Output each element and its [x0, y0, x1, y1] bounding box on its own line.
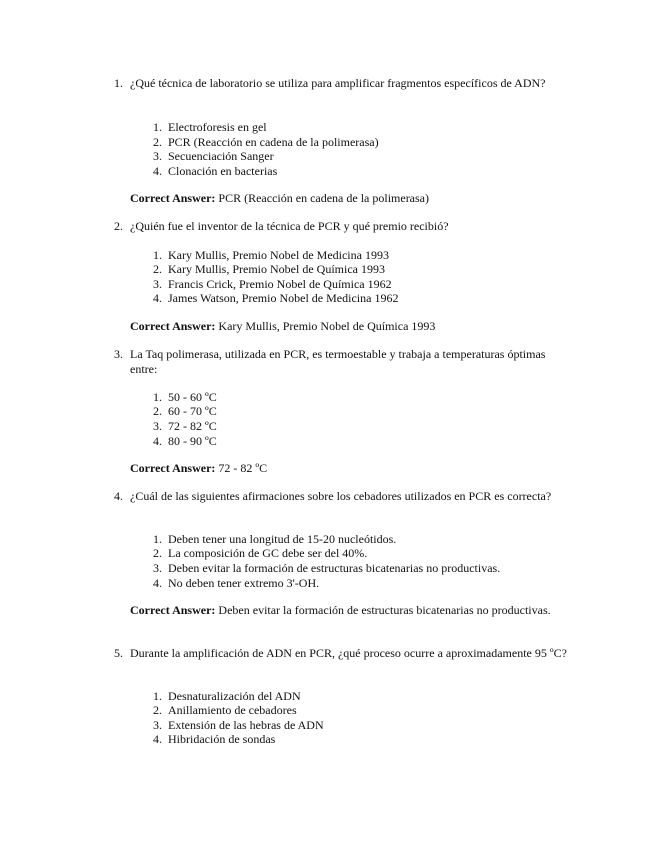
option-number: 3. [153, 149, 162, 163]
question-text: Durante la amplificación de ADN en PCR, ¿qué proceso ocurre a aproximadamente 95 ºC? [130, 646, 567, 660]
option-number: 2. [153, 546, 162, 560]
option-item [0, 561, 655, 576]
option-item [0, 703, 655, 718]
option-number: 3. [153, 561, 162, 575]
option-item [0, 576, 655, 591]
option-text: Francis Crick, Premio Nobel de Química 1962 [168, 277, 392, 291]
option-item [0, 291, 655, 306]
option-number: 2. [153, 262, 162, 276]
correct-answer-text: 72 - 82 ºC [218, 461, 268, 475]
option-text: 80 - 90 ºC [168, 434, 217, 448]
option-text: Kary Mullis, Premio Nobel de Química 1993 [168, 262, 385, 276]
correct-answer [130, 461, 570, 476]
correct-answer-label: Correct Answer: [130, 461, 216, 475]
option-number: 1. [153, 390, 162, 404]
option-item [0, 262, 655, 277]
question-number: 5. [114, 646, 123, 660]
option-text: Deben evitar la formación de estructuras bicatenarias no productivas. [168, 561, 501, 575]
option-number: 1. [153, 248, 162, 262]
question-text: ¿Qué técnica de laboratorio se utiliza para amplificar fragmentos específicos de ADN? [130, 76, 546, 90]
option-item [0, 277, 655, 292]
question-number: 4. [114, 489, 123, 503]
option-item [0, 120, 655, 135]
question-number: 2. [114, 219, 123, 233]
option-item [0, 164, 655, 179]
option-text: Secuenciación Sanger [168, 149, 274, 163]
option-text: 72 - 82 ºC [168, 419, 217, 433]
question-number: 1. [114, 76, 123, 90]
option-item [0, 149, 655, 164]
option-number: 4. [153, 576, 162, 590]
option-number: 3. [153, 718, 162, 732]
option-item [0, 434, 655, 449]
option-item [0, 390, 655, 405]
option-text: Deben tener una longitud de 15-20 nucleótidos. [168, 532, 397, 546]
correct-answer-text: Deben evitar la formación de estructuras bicatenarias no productivas. [218, 603, 551, 617]
option-text: La composición de GC debe ser del 40%. [168, 546, 368, 560]
correct-answer [130, 603, 570, 618]
option-item [0, 419, 655, 434]
option-text: 60 - 70 ºC [168, 404, 217, 418]
correct-answer-label: Correct Answer: [130, 191, 216, 205]
option-text: Extensión de las hebras de ADN [168, 718, 324, 732]
question-text: ¿Quién fue el inventor de la técnica de PCR y qué premio recibió? [130, 219, 449, 233]
option-number: 1. [153, 689, 162, 703]
correct-answer [130, 191, 570, 206]
option-item [0, 404, 655, 419]
option-text: James Watson, Premio Nobel de Medicina 1962 [168, 291, 399, 305]
option-item [0, 546, 655, 561]
option-text: Desnaturalización del ADN [168, 689, 301, 703]
option-text: Kary Mullis, Premio Nobel de Medicina 1993 [168, 248, 389, 262]
option-number: 4. [153, 164, 162, 178]
option-number: 2. [153, 135, 162, 149]
option-text: Clonación en bacterias [168, 164, 278, 178]
option-number: 2. [153, 703, 162, 717]
correct-answer-label: Correct Answer: [130, 603, 216, 617]
correct-answer-text: PCR (Reacción en cadena de la polimerasa) [218, 191, 430, 205]
option-number: 4. [153, 732, 162, 746]
correct-answer-label: Correct Answer: [130, 319, 216, 333]
option-text: No deben tener extremo 3'-OH. [168, 576, 320, 590]
option-item [0, 532, 655, 547]
option-text: PCR (Reacción en cadena de la polimerasa) [168, 135, 379, 149]
option-item [0, 248, 655, 263]
option-text: Anillamiento de cebadores [168, 703, 297, 717]
correct-answer [130, 319, 570, 334]
option-number: 1. [153, 532, 162, 546]
option-text: Hibridación de sondas [168, 732, 276, 746]
question-text: La Taq polimerasa, utilizada en PCR, es termoestable y trabaja a temperaturas óptimas entre: [130, 347, 546, 376]
correct-answer-text: Kary Mullis, Premio Nobel de Química 1993 [218, 319, 436, 333]
option-item [0, 689, 655, 704]
option-item [0, 732, 655, 747]
option-number: 1. [153, 120, 162, 134]
option-item [0, 718, 655, 733]
question-text: ¿Cuál de las siguientes afirmaciones sobre los cebadores utilizados en PCR es correcta? [130, 489, 552, 503]
question-number: 3. [114, 347, 123, 361]
option-text: 50 - 60 ºC [168, 390, 217, 404]
option-number: 3. [153, 419, 162, 433]
option-text: Electroforesis en gel [168, 120, 267, 134]
option-number: 2. [153, 404, 162, 418]
option-number: 3. [153, 277, 162, 291]
option-number: 4. [153, 434, 162, 448]
option-number: 4. [153, 291, 162, 305]
option-item [0, 135, 655, 150]
